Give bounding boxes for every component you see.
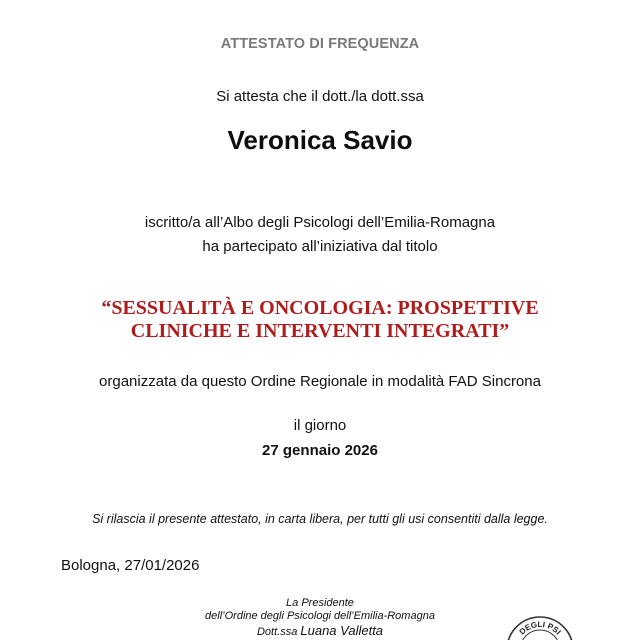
organizer-text: organizzata da questo Ordine Regionale in modalità FAD Sincrona bbox=[99, 373, 541, 390]
place-and-date: Bologna, 27/01/2026 bbox=[61, 557, 200, 574]
stamp-text: DEGLI PSI bbox=[517, 619, 563, 637]
course-title-line-2: CLINICHE E INTERVENTI INTEGRATI” bbox=[130, 320, 510, 342]
signatory-name: Luana Valletta bbox=[300, 623, 384, 638]
signatory-title: Dott.ssa bbox=[256, 626, 298, 638]
recipient-name: Veronica Savio bbox=[227, 125, 413, 155]
participation-text: ha partecipato all’iniziativa dal titolo bbox=[202, 238, 438, 255]
official-stamp-icon bbox=[505, 615, 575, 640]
signatory-organization: dell’Ordine degli Psicologi dell’Emilia-Romagna bbox=[205, 610, 435, 622]
svg-text:DEGLI PSI bbox=[518, 620, 563, 636]
certificate-header-title: ATTESTATO DI FREQUENZA bbox=[220, 36, 420, 52]
intro-text: Si attesta che il dott./la dott.ssa bbox=[216, 88, 424, 105]
event-date: 27 gennaio 2026 bbox=[262, 442, 378, 459]
legal-disclaimer: Si rilascia il presente attestato, in carta libera, per tutti gli usi consentiti dalla legge. bbox=[92, 512, 548, 526]
registration-text: iscritto/a all’Albo degli Psicologi dell’Emilia-Romagna bbox=[144, 214, 496, 231]
signatory-role: La Presidente bbox=[286, 597, 354, 609]
date-label: il giorno bbox=[293, 417, 347, 434]
course-title-line-1: “SESSUALITÀ E ONCOLOGIA: PROSPETTIVE bbox=[101, 297, 539, 319]
